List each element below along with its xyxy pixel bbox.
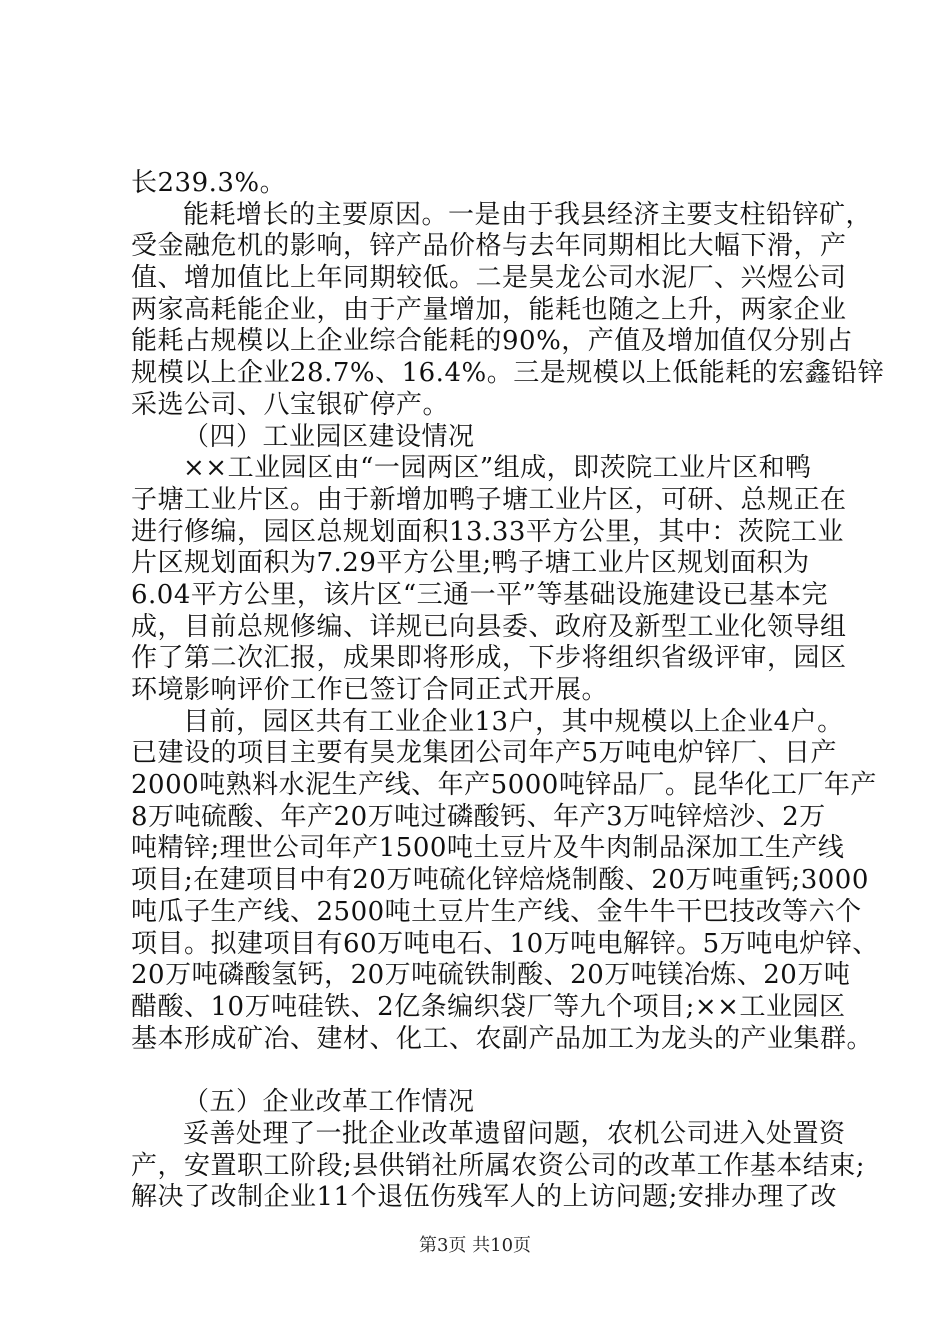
text-line: 值、增加值比上年同期较低。二是昊龙公司水泥厂、兴煜公司 — [131, 263, 847, 294]
text-line: 产，安置职工阶段;县供销社所属农资公司的改革工作基本结束; — [131, 1150, 866, 1181]
text-line: 解决了改制企业11个退伍伤残军人的上访问题;安排办理了改 — [131, 1182, 837, 1213]
text-line: 20万吨磷酸氢钙，20万吨硫铁制酸、20万吨镁冶炼、20万吨 — [131, 960, 851, 991]
text-line: 采选公司、八宝银矿停产。 — [131, 389, 450, 420]
text-line: 项目。拟建项目有60万吨电石、10万吨电解锌。5万吨电炉锌、 — [131, 928, 879, 959]
text-line: 吨精锌;理世公司年产1500吨土豆片及牛肉制品深加工生产线 — [131, 833, 845, 864]
text-line: 项目;在建项目中有20万吨硫化锌焙烧制酸、20万吨重钙;3000 — [131, 865, 869, 896]
text-line: 长239.3%。 — [131, 168, 287, 198]
text-line: 能耗占规模以上企业综合能耗的90%，产值及增加值仅分别占 — [131, 326, 853, 357]
text-line: 醋酸、10万吨硅铁、2亿条编织袋厂等九个项目;××工业园区 — [131, 991, 846, 1022]
text-line: 进行修编，园区总规划面积13.33平方公里，其中：茨院工业 — [131, 516, 844, 547]
text-line: 两家高耗能企业，由于产量增加，能耗也随之上升，两家企业 — [131, 294, 847, 325]
text-line: 6.04平方公里，该片区“三通一平”等基础设施建设已基本完 — [131, 579, 828, 610]
paragraph-line: 能耗增长的主要原因。一是由于我县经济主要支柱铅锌矿， — [183, 199, 873, 230]
text-line: 受金融危机的影响，锌产品价格与去年同期相比大幅下滑，产 — [131, 231, 847, 262]
text-line: 吨瓜子生产线、2500吨土豆片生产线、金牛牛干巴技改等六个 — [131, 896, 862, 927]
text-line: 规模以上企业28.7%、16.4%。三是规模以上低能耗的宏鑫铅锌 — [131, 358, 885, 389]
text-line: 已建设的项目主要有昊龙集团公司年产5万吨电炉锌厂、日产 — [131, 738, 838, 769]
text-line: 子塘工业片区。由于新增加鸭子塘工业片区，可研、总规正在 — [131, 484, 847, 515]
paragraph-line: 目前，园区共有工业企业13户，其中规模以上企业4户。 — [183, 706, 844, 737]
text-line: 环境影响评价工作已签订合同正式开展。 — [131, 675, 609, 705]
text-line: 8万吨硫酸、年产20万吨过磷酸钙、年产3万吨锌焙沙、2万 — [131, 801, 826, 832]
paragraph-gap — [131, 1055, 851, 1087]
text-line: 片区规划面积为7.29平方公里;鸭子塘工业片区规划面积为 — [131, 548, 810, 579]
body-text — [131, 168, 885, 1214]
text-line: 2000吨熟料水泥生产线、年产5000吨锌品厂。昆华化工厂年产 — [131, 770, 877, 801]
text-line: 成，目前总规修编、详规已向县委、政府及新型工业化领导组 — [131, 611, 847, 642]
section-heading: （五）企业改革工作情况 — [183, 1087, 475, 1118]
text-line: 基本形成矿冶、建材、化工、农副产品加工为龙头的产业集群。 — [131, 1023, 874, 1054]
page-number-footer: 第3页 共10页 — [418, 1235, 532, 1256]
paragraph-line: ××工业园区由“一园两区”组成，即茨院工业片区和鸭 — [183, 453, 812, 484]
section-heading: （四）工业园区建设情况 — [183, 421, 475, 452]
paragraph-line: 妥善处理了一批企业改革遗留问题，农机公司进入处置资 — [183, 1118, 846, 1149]
text-line: 作了第二次汇报，成果即将形成，下步将组织省级评审，园区 — [131, 643, 847, 674]
